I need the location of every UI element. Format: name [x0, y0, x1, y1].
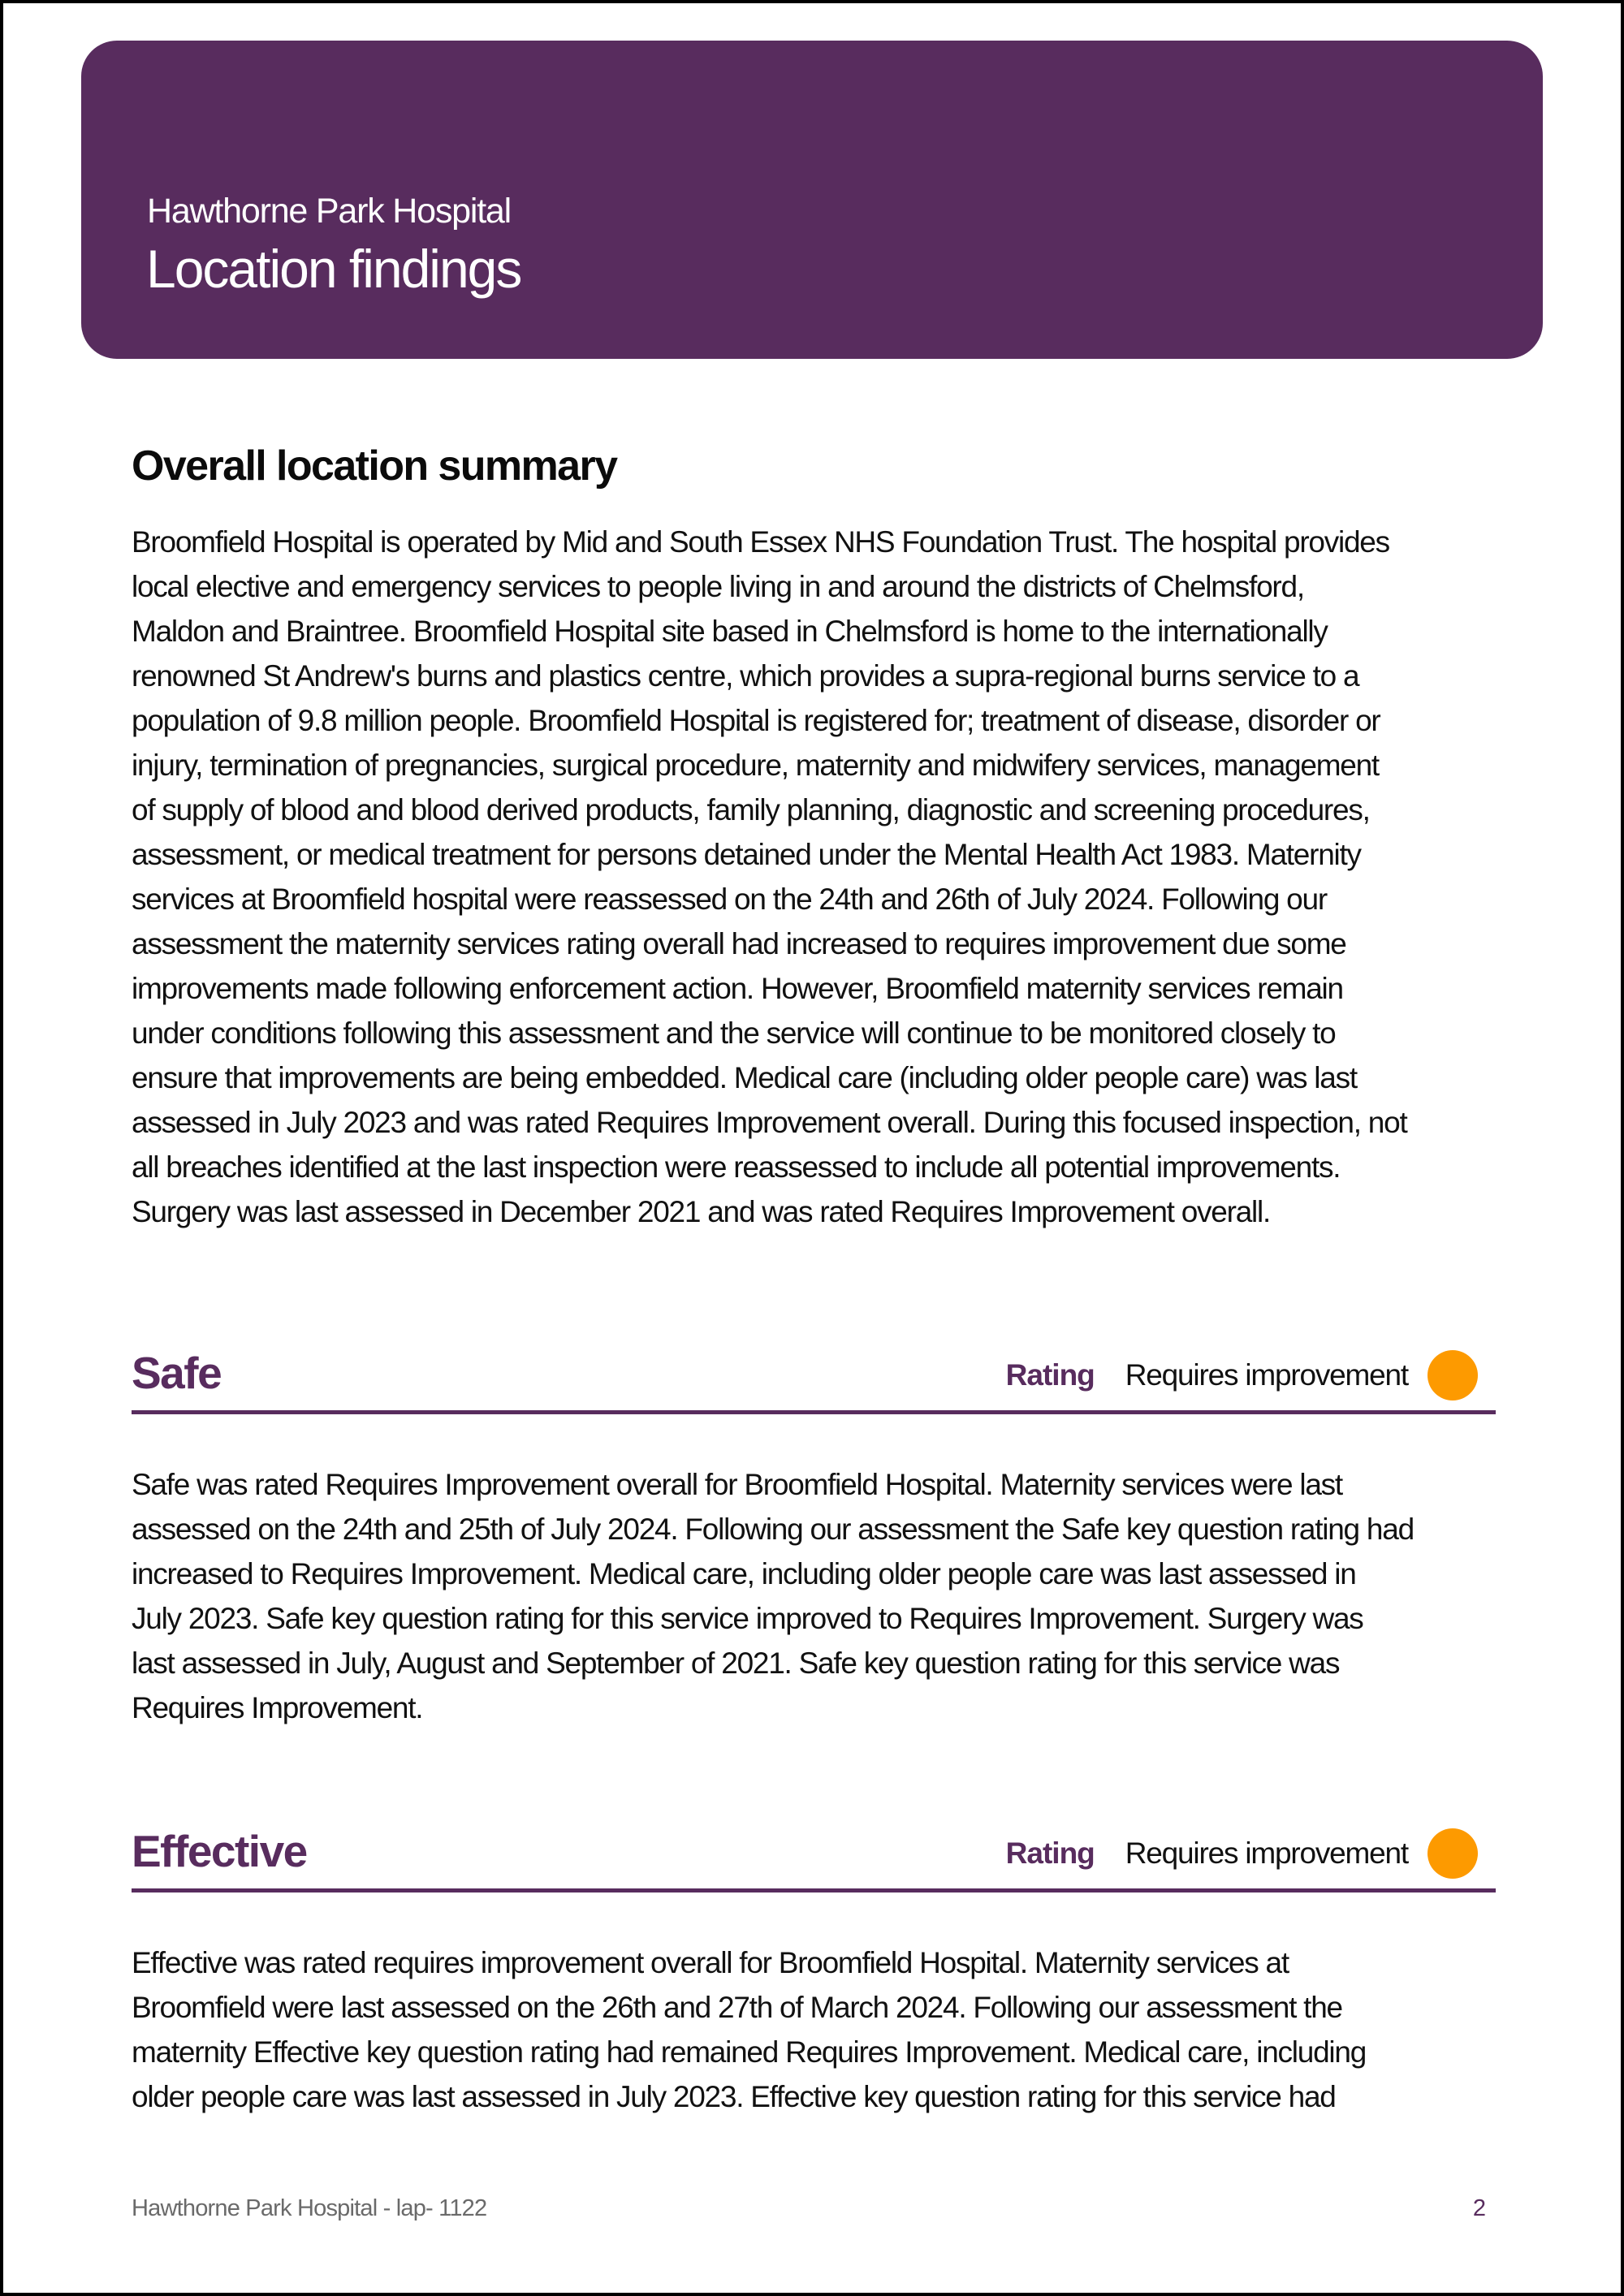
page-number: 2 — [1472, 2195, 1486, 2221]
summary-line: Surgery was last assessed in December 2021 and was rated Requires Improvement overall. — [132, 1195, 1271, 1228]
safe-line: Requires Improvement. — [132, 1691, 423, 1724]
effective-line: Effective was rated requires improvement overall for Broomfield Hospital. Maternity services at — [132, 1946, 1289, 1979]
section-title-safe: Safe — [132, 1348, 222, 1398]
effective-line: Broomfield were last assessed on the 26th and 27th of March 2024. Following our assessment the — [132, 1991, 1342, 2024]
rating-safe — [1006, 1350, 1478, 1400]
summary-line: ensure that improvements are being embedded. Medical care (including older people care) was last — [132, 1061, 1357, 1094]
rating-label: Rating — [1005, 1836, 1095, 1870]
footer-document-ref: Hawthorne Park Hospital - lap- 1122 — [132, 2195, 487, 2221]
rating-label: Rating — [1005, 1358, 1095, 1392]
summary-line: population of 9.8 million people. Broomfield Hospital is registered for; treatment of disease, disorder or — [132, 704, 1380, 737]
summary-line: injury, termination of pregnancies, surgical procedure, maternity and midwifery services, management — [132, 749, 1379, 782]
effective-line: older people care was last assessed in July 2023. Effective key question rating for this service had — [132, 2080, 1336, 2113]
section-header-safe — [132, 1340, 1496, 1414]
summary-line: Maldon and Braintree. Broomfield Hospital site based in Chelmsford is home to the internationally — [132, 615, 1328, 648]
summary-line: all breaches identified at the last inspection were reassessed to include all potential improvements. — [132, 1150, 1341, 1184]
effective-line: maternity Effective key question rating had remained Requires Improvement. Medical care, including — [132, 2035, 1367, 2069]
summary-line: renowned St Andrew's burns and plastics centre, which provides a supra-regional burns service to a — [132, 659, 1359, 693]
section-title-effective: Effective — [132, 1826, 307, 1876]
rating-effective — [1006, 1828, 1478, 1879]
summary-paragraph — [132, 520, 1512, 1234]
summary-line: assessment the maternity services rating overall had increased to requires improvement due some — [132, 927, 1346, 960]
rating-value: Requires improvement — [1125, 1836, 1408, 1870]
safe-line: July 2023. Safe key question rating for this service improved to Requires Improvement. Surgery was — [132, 1602, 1363, 1635]
section-header-effective — [132, 1819, 1496, 1892]
safe-line: assessed on the 24th and 25th of July 2024. Following our assessment the Safe key question rating had — [132, 1513, 1414, 1546]
summary-line: assessed in July 2023 and was rated Requires Improvement overall. During this focused inspection, not — [132, 1106, 1407, 1139]
location-name: Hawthorne Park Hospital — [147, 192, 512, 231]
summary-line: local elective and emergency services to people living in and around the districts of Chelmsford, — [132, 570, 1304, 603]
summary-line: of supply of blood and blood derived products, family planning, diagnostic and screening procedures, — [132, 793, 1370, 826]
summary-line: under conditions following this assessment and the service will continue to be monitored closely to — [132, 1016, 1336, 1050]
summary-line: services at Broomfield hospital were reassessed on the 24th and 26th of July 2024. Following our — [132, 883, 1327, 916]
safe-line: last assessed in July, August and September of 2021. Safe key question rating for this service was — [132, 1646, 1340, 1680]
rating-status-dot-icon — [1427, 1350, 1478, 1400]
safe-line: Safe was rated Requires Improvement overall for Broomfield Hospital. Maternity services were last — [132, 1468, 1342, 1501]
rating-status-dot-icon — [1427, 1828, 1478, 1879]
safe-paragraph — [132, 1462, 1512, 1730]
summary-line: improvements made following enforcement action. However, Broomfield maternity services remain — [132, 972, 1343, 1005]
rating-value: Requires improvement — [1125, 1358, 1408, 1392]
safe-line: increased to Requires Improvement. Medical care, including older people care was last assessed in — [132, 1557, 1356, 1590]
summary-line: assessment, or medical treatment for persons detained under the Mental Health Act 1983. Maternity — [132, 838, 1361, 871]
summary-heading: Overall location summary — [132, 442, 617, 490]
header-banner — [81, 41, 1543, 359]
summary-line: Broomfield Hospital is operated by Mid and South Essex NHS Foundation Trust. The hospital provides — [132, 525, 1389, 559]
page-title: Location findings — [146, 239, 521, 299]
effective-paragraph — [132, 1940, 1512, 2119]
